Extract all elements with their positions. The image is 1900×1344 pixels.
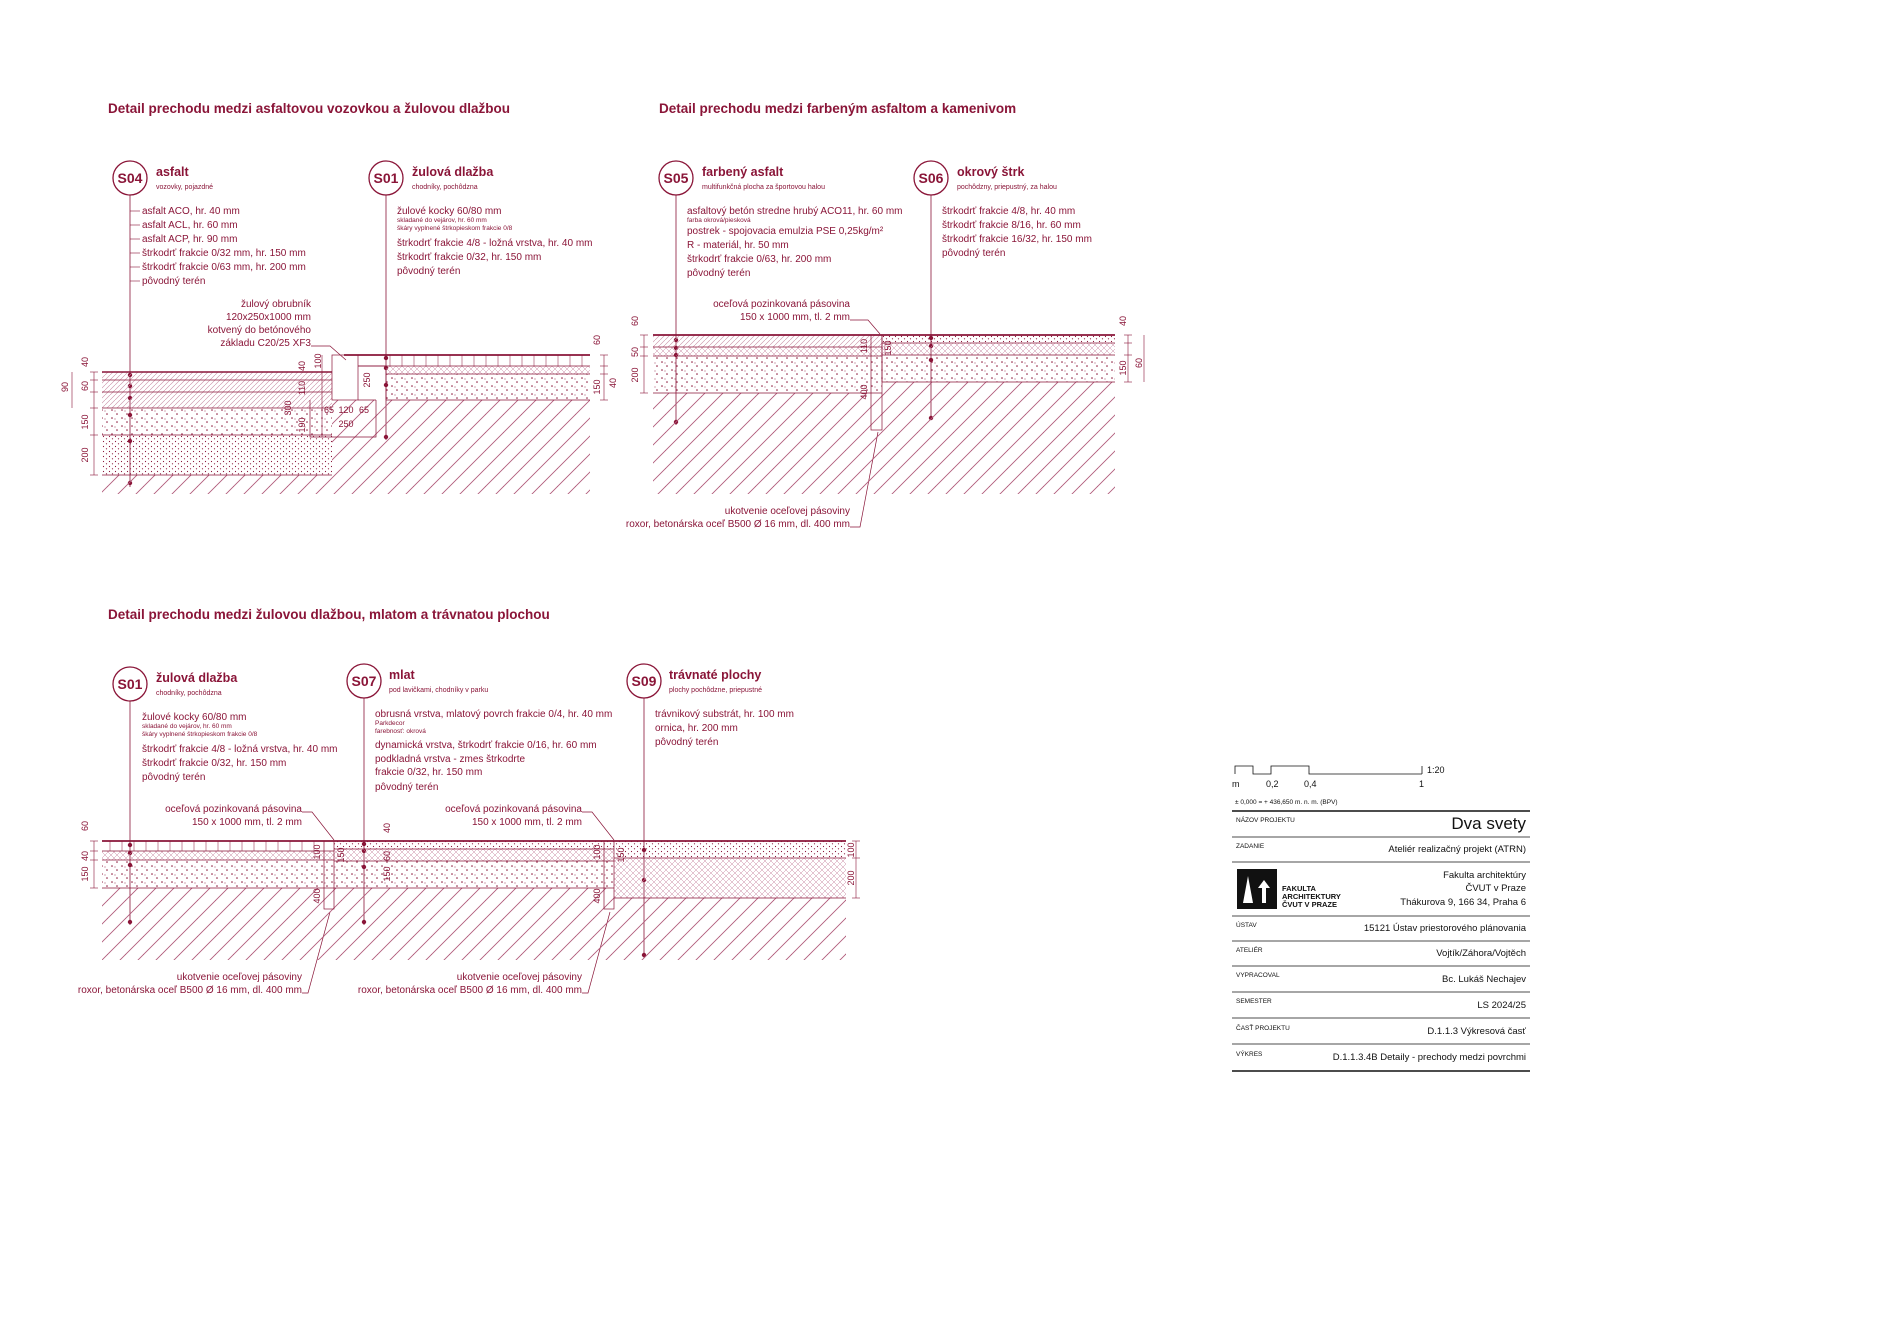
- dim-label: 40: [382, 822, 392, 834]
- datum-note: ± 0,000 = + 436,650 m. n. m. (BPV): [1235, 799, 1338, 806]
- strip-note: 150 x 1000 mm, tl. 2 mm: [739, 312, 850, 323]
- tag-name: asfalt: [156, 165, 189, 179]
- section-drawing: [630, 316, 1144, 494]
- curb-note: základu C20/25 XF3: [220, 338, 311, 349]
- layer-note: farebnosť: okrová: [375, 728, 426, 735]
- anchor-note: ukotvenie oceľovej pásoviny: [456, 972, 582, 983]
- curb-note: kotvený do betónového: [207, 325, 311, 336]
- layer-text: pôvodný terén: [655, 737, 719, 748]
- layer-text: štrkodrť frakcie 0/63, hr. 200 mm: [687, 254, 832, 265]
- scale-tick: 0,4: [1304, 779, 1317, 789]
- tag-sub: multifunkčná plocha za športovou halou: [702, 184, 825, 191]
- layer-text: pôvodný terén: [142, 276, 206, 287]
- scale-tick: 1: [1419, 779, 1425, 789]
- dim-label: 400: [859, 384, 869, 400]
- layer-note: farba okrová/piesková: [687, 217, 751, 224]
- tag-code: S01: [373, 170, 399, 186]
- dim-label: 150: [336, 847, 346, 863]
- scale-unit: m: [1232, 779, 1240, 789]
- layer-text: asfalt ACO, hr. 40 mm: [142, 206, 240, 217]
- tag-sub: pochôdzny, priepustný, za halou: [957, 184, 1057, 191]
- layer-text: žulové kocky 60/80 mm: [397, 206, 502, 217]
- dim-label: 200: [846, 870, 856, 886]
- anchor-note: ukotvenie oceľovej pásoviny: [176, 972, 302, 983]
- dim-label: 40: [608, 377, 618, 389]
- layer-text: štrkodrť frakcie 16/32, hr. 150 mm: [942, 234, 1092, 245]
- dim-label: 40: [80, 850, 90, 862]
- layer-text: asfalt ACP, hr. 90 mm: [142, 234, 238, 245]
- tag-code: S07: [351, 673, 377, 689]
- faculty-logo: [1237, 869, 1341, 909]
- dim-label: 100: [312, 844, 322, 860]
- dim-label: 110: [859, 338, 869, 354]
- dim-label: 65: [358, 405, 370, 415]
- layer-text: dynamická vrstva, štrkodrť frakcie 0/16, hr. 60 mm: [375, 740, 597, 751]
- tb-value: Bc. Lukáš Nechajev: [1442, 974, 1526, 985]
- dim-label: 40: [1118, 315, 1128, 327]
- detail-granite-mlat-grass: [78, 607, 860, 996]
- layer-text: trávnikový substrát, hr. 100 mm: [655, 709, 794, 720]
- scale-ratio: 1:20: [1427, 765, 1445, 775]
- strip-note: oceľová pozinkovaná pásovina: [713, 299, 850, 310]
- project-name: Dva svety: [1451, 814, 1526, 833]
- tb-label: NÁZOV PROJEKTU: [1236, 817, 1295, 824]
- dim-label: 60: [592, 334, 602, 346]
- layer-text: štrkodrť frakcie 0/32 mm, hr. 150 mm: [142, 248, 306, 259]
- tb-label: ATELIÉR: [1236, 947, 1263, 954]
- dim-label: 150: [592, 379, 602, 395]
- dim-label: 40: [297, 360, 307, 372]
- layer-text: R - materiál, hr. 50 mm: [687, 240, 789, 251]
- tag-name: trávnaté plochy: [669, 668, 762, 682]
- layer-text: štrkodrť frakcie 4/8 - ložná vrstva, hr. 40 mm: [397, 238, 593, 249]
- dim-label: 65: [323, 405, 335, 415]
- layer-text: pôvodný terén: [375, 782, 439, 793]
- dim-label: 60: [80, 380, 90, 392]
- strip-note: 150 x 1000 mm, tl. 2 mm: [471, 817, 582, 828]
- tag-sub: pod lavičkami, chodníky v parku: [389, 687, 489, 694]
- layer-text: pôvodný terén: [942, 248, 1006, 259]
- detail-title: Detail prechodu medzi žulovou dlažbou, mlatom a trávnatou plochou: [108, 607, 550, 622]
- tb-value: D.1.1.3 Výkresová časť: [1427, 1026, 1526, 1037]
- dim-label: 60: [382, 850, 392, 862]
- title-block: [1232, 811, 1530, 1071]
- tb-value: Ateliér realizačný projekt (ATRN): [1388, 844, 1526, 855]
- layer-text: štrkodrť frakcie 0/32, hr. 150 mm: [142, 758, 287, 769]
- dim-label: 40: [80, 356, 90, 368]
- tag-code: S05: [663, 170, 689, 186]
- detail-colored-asphalt-gravel: [626, 101, 1144, 530]
- dim-label: 250: [338, 419, 354, 429]
- strip-note: 150 x 1000 mm, tl. 2 mm: [191, 817, 302, 828]
- dim-label: 190: [297, 417, 307, 433]
- tb-label: ZADANIE: [1236, 843, 1265, 850]
- layer-text: štrkodrť frakcie 4/8, hr. 40 mm: [942, 206, 1076, 217]
- detail-asphalt-granite: [60, 101, 618, 494]
- tag-sub: chodníky, pochôdzna: [412, 184, 478, 191]
- tag-name: okrový štrk: [957, 165, 1025, 179]
- tb-label: VYPRACOVAL: [1236, 972, 1280, 979]
- layer-text: štrkodrť frakcie 0/32, hr. 150 mm: [397, 252, 542, 263]
- layer-text: frakcie 0/32, hr. 150 mm: [375, 767, 483, 778]
- layer-text: podkladná vrstva - zmes štrkodrte: [375, 754, 526, 765]
- dim-label: 90: [60, 381, 70, 393]
- dim-label: 400: [592, 888, 602, 904]
- layer-text: štrkodrť frakcie 4/8 - ložná vrstva, hr. 40 mm: [142, 744, 338, 755]
- strip-note: oceľová pozinkovaná pásovina: [165, 804, 302, 815]
- layer-note: Parkdecor: [375, 720, 405, 727]
- layer-note: škáry vyplnené štrkopieskom frakcie 0/8: [142, 731, 258, 738]
- tb-label: ČASŤ PROJEKTU: [1236, 1025, 1290, 1032]
- tag-code: S06: [918, 170, 944, 186]
- anchor-note: roxor, betonárska oceľ B500 Ø 16 mm, dl. 400 mm: [357, 985, 582, 996]
- drawing-title: D.1.1.3.4B Detaily - prechody medzi povrchmi: [1332, 1052, 1526, 1063]
- anchor-note: roxor, betonárska oceľ B500 Ø 16 mm, dl. 400 mm: [77, 985, 302, 996]
- tag-code: S01: [117, 676, 143, 692]
- layer-note: škáry vyplnené štrkopieskom frakcie 0/8: [397, 225, 513, 232]
- layer-note: skladané do vejárov, hr. 60 mm: [397, 217, 487, 224]
- strip-note: oceľová pozinkovaná pásovina: [445, 804, 582, 815]
- dim-label: 150: [80, 866, 90, 882]
- tag-name: mlat: [389, 668, 415, 682]
- tb-value: Fakulta architektúry: [1443, 870, 1526, 881]
- dim-label: 150: [80, 414, 90, 430]
- scale-tick: 0,2: [1266, 779, 1279, 789]
- dim-label: 200: [630, 367, 640, 383]
- dim-label: 150: [883, 340, 893, 356]
- scale-bar: [1232, 765, 1445, 806]
- tag-code: S04: [117, 170, 143, 186]
- section-drawing: [80, 821, 860, 960]
- dim-label: 60: [80, 820, 90, 832]
- tb-value: LS 2024/25: [1477, 1000, 1526, 1011]
- logo-text: ČVUT V PRAZE: [1282, 900, 1338, 909]
- tag-name: žulová dlažba: [156, 671, 238, 685]
- tb-value: ČVUT v Praze: [1465, 883, 1526, 894]
- dim-label: 110: [297, 380, 307, 396]
- dim-label: 60: [1134, 357, 1144, 369]
- tag-sub: vozovky, pojazdné: [156, 184, 214, 191]
- tb-value: Thákurova 9, 166 34, Praha 6: [1400, 897, 1526, 908]
- tag-sub: plochy pochôdzne, priepustné: [669, 687, 763, 694]
- dim-label: 100: [846, 842, 856, 858]
- dim-label: 300: [283, 400, 293, 416]
- layer-text: pôvodný terén: [142, 772, 206, 783]
- layer-text: pôvodný terén: [687, 268, 751, 279]
- dim-label: 120: [338, 405, 354, 415]
- logo-text: ARCHITEKTURY: [1282, 892, 1341, 901]
- layer-text: asfalt ACL, hr. 60 mm: [142, 220, 238, 231]
- curb-note: žulový obrubník: [240, 299, 311, 310]
- tb-value: 15121 Ústav priestorového plánovania: [1363, 923, 1526, 934]
- dim-label: 60: [630, 315, 640, 327]
- detail-title: Detail prechodu medzi farbeným asfaltom a kamenivom: [659, 101, 1017, 116]
- detail-title: Detail prechodu medzi asfaltovou vozovkou a žulovou dlažbou: [108, 101, 511, 116]
- dim-label: 100: [592, 844, 602, 860]
- dim-label: 150: [616, 847, 626, 863]
- tb-label: SEMESTER: [1236, 998, 1272, 1005]
- dim-label: 50: [630, 346, 640, 358]
- tb-label: ÚSTAV: [1236, 922, 1257, 929]
- dim-label: 250: [362, 372, 372, 388]
- layer-text: žulové kocky 60/80 mm: [142, 712, 247, 723]
- tag-sub: chodníky, pochôdzna: [156, 690, 222, 697]
- section-drawing: [60, 335, 618, 494]
- anchor-note: ukotvenie oceľovej pásoviny: [724, 506, 850, 517]
- layer-text: štrkodrť frakcie 8/16, hr. 60 mm: [942, 220, 1081, 231]
- tag-name: farbený asfalt: [702, 165, 784, 179]
- layer-text: postrek - spojovacia emulzia PSE 0,25kg/m²: [687, 226, 884, 237]
- curb-note: 120x250x1000 mm: [225, 312, 311, 323]
- layer-note: skladané do vejárov, hr. 60 mm: [142, 723, 232, 730]
- dim-label: 400: [312, 888, 322, 904]
- dim-label: 200: [80, 447, 90, 463]
- layer-text: asfaltový betón stredne hrubý ACO11, hr. 60 mm: [687, 206, 903, 217]
- anchor-note: roxor, betonárska oceľ B500 Ø 16 mm, dl. 400 mm: [625, 519, 850, 530]
- tag-code: S09: [631, 673, 657, 689]
- logo-text: FAKULTA: [1282, 884, 1316, 893]
- dim-label: 150: [1118, 360, 1128, 376]
- tb-value: Vojtík/Záhora/Vojtěch: [1436, 948, 1526, 959]
- dim-label: 100: [313, 353, 323, 369]
- dim-label: 150: [382, 866, 392, 882]
- layer-text: obrusná vrstva, mlatový povrch frakcie 0/4, hr. 40 mm: [375, 709, 613, 720]
- layer-text: ornica, hr. 200 mm: [655, 723, 738, 734]
- layer-text: pôvodný terén: [397, 266, 461, 277]
- layer-text: štrkodrť frakcie 0/63 mm, hr. 200 mm: [142, 262, 306, 273]
- tag-name: žulová dlažba: [412, 165, 494, 179]
- tb-label: VÝKRES: [1236, 1051, 1263, 1058]
